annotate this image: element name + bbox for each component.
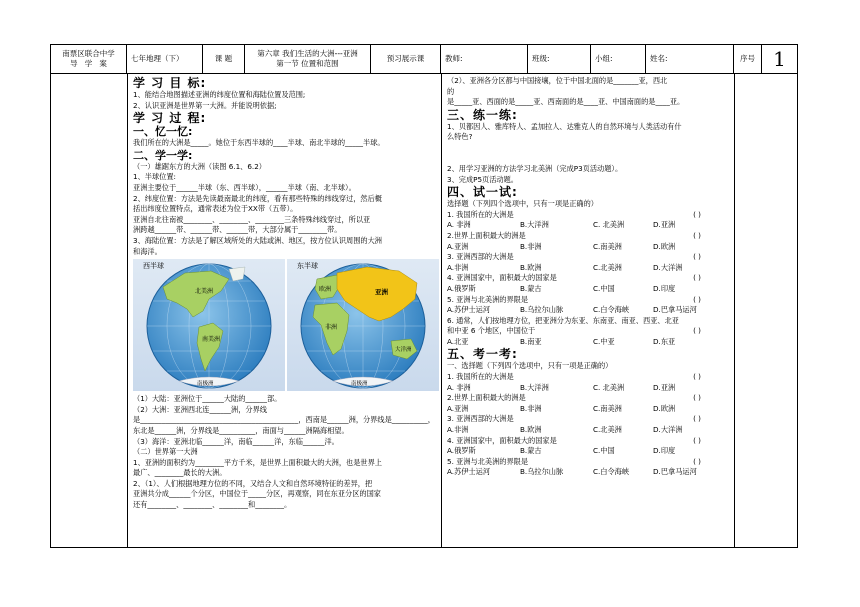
- column-divider-1: [127, 74, 128, 547]
- answer-blank: ( ): [693, 372, 701, 382]
- answer-blank: ( ): [693, 294, 701, 304]
- school-cell: [51, 45, 127, 73]
- east-hemisphere-label: 东半球: [297, 262, 318, 271]
- option: A.亚洲: [447, 241, 469, 251]
- question-row: [447, 372, 731, 383]
- option: A.亚洲: [447, 403, 469, 413]
- answer-blank: ( ): [693, 414, 701, 424]
- question-text: 2.世界上面积最大的洲是: [447, 230, 526, 240]
- text-line: 的: [447, 86, 455, 96]
- question-text: 和中亚 6 个地区，中国位于: [447, 326, 536, 336]
- option: B.欧洲: [520, 262, 542, 272]
- goal-item: 1、能结合地图描述亚洲的纬度位置和海陆位置及范围;: [133, 90, 306, 99]
- goal-list: [133, 90, 439, 111]
- teacher-cell: 教师:: [441, 45, 528, 73]
- question-row: [447, 393, 731, 404]
- option: B.非洲: [520, 403, 542, 413]
- option: B.蒙古: [520, 283, 542, 293]
- part1-title: （一）雄踞东方的大洲（读图 6.1、6.2）: [133, 161, 266, 171]
- option: D.巴拿马运河: [653, 305, 697, 315]
- option: B.大洋洲: [520, 382, 549, 392]
- option: D.东亚: [653, 336, 676, 346]
- text-line: 最广、________最长的大洲。: [133, 468, 227, 478]
- subject-cell: 七年地理（下）: [127, 45, 203, 73]
- question-text: 6. 通常，人们按地理方位，把亚洲分为东亚、东南亚、南亚、西亚、北亚: [447, 315, 679, 325]
- option-row: [447, 220, 731, 231]
- school-name: 南票区联合中学: [62, 49, 115, 58]
- recall-title: 一、忆一忆:: [133, 125, 193, 139]
- question-6: [447, 316, 731, 348]
- learn-lines-b: [133, 394, 439, 511]
- option-row: [447, 446, 731, 457]
- option-row: [447, 242, 731, 253]
- option: C.白令海峡: [593, 305, 630, 315]
- question-text: 3. 亚洲西部的大洲是: [447, 252, 514, 262]
- option: D.印度: [653, 446, 676, 456]
- recall-text: 我们所在的大洲是_____。她位于东西半球的____半球、南北半球的_____半球。: [133, 138, 385, 148]
- goal-item: 2、认识亚洲是世界第一大洲。并能说明依据;: [133, 100, 277, 110]
- header-table: [50, 44, 798, 74]
- answer-blank: ( ): [693, 252, 701, 262]
- option: C.中国: [593, 283, 615, 293]
- option: C.中亚: [593, 336, 615, 346]
- option: C.南美洲: [593, 403, 622, 413]
- text-line: 是____________________________________________，西南是______洲，分界线是__________，: [133, 415, 435, 425]
- text-line: 3、完成P5页活动题。: [447, 174, 518, 184]
- text-line: 么特色?: [447, 132, 473, 142]
- question-row: [447, 326, 731, 337]
- column-divider-2: [441, 74, 442, 547]
- answer-blank: ( ): [693, 230, 701, 240]
- question-text: 3. 亚洲西部的大洲是: [447, 414, 514, 424]
- exam-title: 五、考一考:: [447, 347, 518, 362]
- question-row: [447, 252, 731, 263]
- text-line: 亚洲共分成______个分区，中国位于_____分区，再观察，同在东亚分区的国家: [133, 489, 381, 499]
- process-title: 学 习 过 程:: [133, 111, 207, 126]
- text-line: 2、纬度位置：方法是先读最南最北的纬度，看有那些特殊的纬线穿过，然后概: [133, 193, 382, 203]
- option: A. 非洲: [447, 382, 471, 392]
- option: D.欧洲: [653, 241, 676, 251]
- text-line: 1、半球位置:: [133, 172, 176, 182]
- group-cell: 小组:: [591, 45, 646, 73]
- question-row: [447, 457, 731, 468]
- exam-questions: [447, 372, 731, 478]
- option: D.大洋洲: [653, 262, 683, 272]
- map-label-africa: 非洲: [325, 324, 338, 332]
- option: C.白令海峡: [593, 467, 630, 477]
- right-column: [447, 76, 731, 478]
- text-line: 2、（1）、人们根据地理方位的不同，又结合人文和自然环境特征的差异，把: [133, 478, 373, 488]
- option: A.苏伊士运河: [447, 467, 491, 477]
- map-label-west-antarctica: 南极洲: [197, 381, 214, 388]
- topic-cell: [245, 45, 371, 73]
- number-value: 1: [773, 47, 786, 71]
- option: A.非洲: [447, 425, 469, 435]
- west-globe-icon: [133, 259, 285, 391]
- question-row: [447, 414, 731, 425]
- question-text: 1. 我国所在的大洲是: [447, 372, 514, 382]
- text-line: 1、贝都因人、雅库特人、孟加拉人、达雅克人的自然环境与人类活动有什: [447, 121, 682, 131]
- try-intro: 选择题（下列四个选项中，只有一项是正确的）: [447, 199, 598, 209]
- west-hemisphere-map: [133, 259, 285, 391]
- map-label-asia: 亚洲: [375, 288, 388, 297]
- answer-blank: ( ): [693, 273, 701, 283]
- east-hemisphere-map: [287, 259, 439, 391]
- map-label-europe: 欧洲: [319, 286, 332, 294]
- school-subtitle: 导 学 案: [70, 59, 107, 68]
- question-row: [447, 436, 731, 447]
- name-cell: 姓名:: [646, 45, 734, 73]
- text-line: 还有________、________、________和________。: [133, 500, 292, 510]
- text-line: 3、海陆位置：方法是了解区域所处的大陆或洲、地区，按方位认识周围的大洲: [133, 235, 382, 245]
- map-label-south-america: 南美洲: [202, 336, 221, 344]
- option: C.北美洲: [593, 262, 622, 272]
- answer-blank: ( ): [693, 393, 701, 403]
- option: D.欧洲: [653, 403, 676, 413]
- option: C. 北美洲: [593, 220, 625, 230]
- option-row: [447, 337, 731, 348]
- answer-blank: ( ): [693, 435, 701, 445]
- option: B.欧洲: [520, 425, 542, 435]
- option: C.南美洲: [593, 241, 622, 251]
- option: A.苏伊士运河: [447, 305, 491, 315]
- option-row: [447, 383, 731, 394]
- question-text: 1. 我国所在的大洲是: [447, 209, 514, 219]
- try-questions: [447, 210, 731, 316]
- learn-title: 二、学一学:: [133, 148, 193, 162]
- topic-line-1: 第六章 我们生活的大洲---亚洲: [257, 49, 358, 58]
- option: A. 非洲: [447, 220, 471, 230]
- option-row: [447, 425, 731, 436]
- question-row: [447, 295, 731, 306]
- class-cell: 班级:: [528, 45, 591, 73]
- topic-label: 课 题: [203, 45, 245, 73]
- left-column: [133, 76, 439, 511]
- option: B.非洲: [520, 241, 542, 251]
- question-row: [447, 273, 731, 284]
- goal-title: 学 习 目 标:: [133, 76, 207, 90]
- text-line: 东北是______洲，分界线是__________，南面与______洲隔海相望。: [133, 425, 349, 435]
- option: B.南亚: [520, 336, 542, 346]
- number-label: 序号: [734, 45, 762, 73]
- topic-line-2: 第一节 位置和范围: [276, 59, 339, 68]
- option: B.蒙古: [520, 446, 542, 456]
- course-type-cell: 预习展示课: [371, 45, 441, 73]
- option-row: [447, 263, 731, 274]
- practice-lines: [447, 122, 731, 143]
- text-line: （二）世界第一大洲: [133, 447, 198, 457]
- practice-title: 三、练一练:: [447, 107, 518, 122]
- option: D.亚洲: [653, 382, 676, 392]
- option: D.大洋洲: [653, 425, 683, 435]
- body-table: [50, 74, 798, 548]
- practice-lines-2: [447, 164, 731, 185]
- map-label-north-america: 北美洲: [195, 288, 214, 296]
- option: A.俄罗斯: [447, 283, 476, 293]
- option: B.大洋洲: [520, 220, 549, 230]
- exam-intro: 一、选择题（下列四个选项中，只有一项是正确的）: [447, 361, 613, 371]
- question-text: 5. 亚洲与北美洲的界限是: [447, 294, 529, 304]
- text-line: （2）大洲：亚洲西北连______洲，分界线: [133, 404, 267, 414]
- learn-lines-a: [133, 172, 439, 257]
- map-label-east-antarctica: 南极洲: [351, 381, 368, 388]
- question-text: 5. 亚洲与北美洲的界限是: [447, 456, 529, 466]
- option: C. 北美洲: [593, 382, 625, 392]
- option: D.亚洲: [653, 220, 676, 230]
- text-line: （1）大陆：亚洲位于______大陆的______部。: [133, 394, 282, 404]
- text-line: （2）、亚洲各分区都与中国接壤，位于中国北面的是_______亚，西北: [447, 76, 668, 85]
- text-line: 1、亚洲的面积约为________平方千米，是世界上面积最大的大洲，也是世界上: [133, 457, 382, 467]
- option: B.乌拉尔山脉: [520, 305, 564, 315]
- text-line: 和海洋。: [133, 246, 162, 256]
- option-row: [447, 305, 731, 316]
- question-row: [447, 231, 731, 242]
- option: A.非洲: [447, 262, 469, 272]
- option: A.北亚: [447, 336, 469, 346]
- option: B.乌拉尔山脉: [520, 467, 564, 477]
- try-title: 四、试一试:: [447, 185, 518, 200]
- option-row: [447, 404, 731, 415]
- text-line: 亚洲主要位于______半球（东、西半球），______半球（南、北半球）。: [133, 182, 356, 192]
- question-row: [447, 210, 731, 221]
- option: A.俄罗斯: [447, 446, 476, 456]
- answer-blank: ( ): [693, 326, 701, 336]
- region-question-lines: [447, 76, 731, 108]
- option: C.北美洲: [593, 425, 622, 435]
- text-line: （3）海洋：亚洲北临______洋，南临______洋，东临______洋。: [133, 436, 339, 446]
- text-line: 括出纬度位置特点，通常表述为位于XX带（五带）。: [133, 204, 298, 214]
- map-label-oceania: 大洋洲: [395, 347, 412, 354]
- column-divider-3: [734, 74, 735, 547]
- text-line: 是_____亚、西面的是_____亚、西南面的是____亚、中国南面的是____亚。: [447, 97, 685, 107]
- option: C.中国: [593, 446, 615, 456]
- question-text: 2.世界上面积最大的洲是: [447, 393, 526, 403]
- answer-blank: ( ): [693, 209, 701, 219]
- question-text: 4. 亚洲国家中，面积最大的国家是: [447, 273, 557, 283]
- option-row: [447, 467, 731, 478]
- option: D.巴拿马运河: [653, 467, 697, 477]
- text-line: 2、用学习亚洲的方法学习北美洲（完成P3页活动题）。: [447, 163, 623, 173]
- answer-blank: ( ): [693, 456, 701, 466]
- hemisphere-maps: [133, 259, 439, 391]
- text-line: 亚洲自北往南被________、________、________三条特殊纬线穿过，所以亚: [133, 214, 371, 224]
- option: D.印度: [653, 283, 676, 293]
- east-globe-icon: [287, 259, 439, 391]
- option-row: [447, 284, 731, 295]
- west-hemisphere-label: 西半球: [143, 262, 164, 271]
- text-line: 洲跨越______带、______带、______带，大部分属于________带。: [133, 225, 342, 235]
- question-text: 4. 亚洲国家中，面积最大的国家是: [447, 435, 557, 445]
